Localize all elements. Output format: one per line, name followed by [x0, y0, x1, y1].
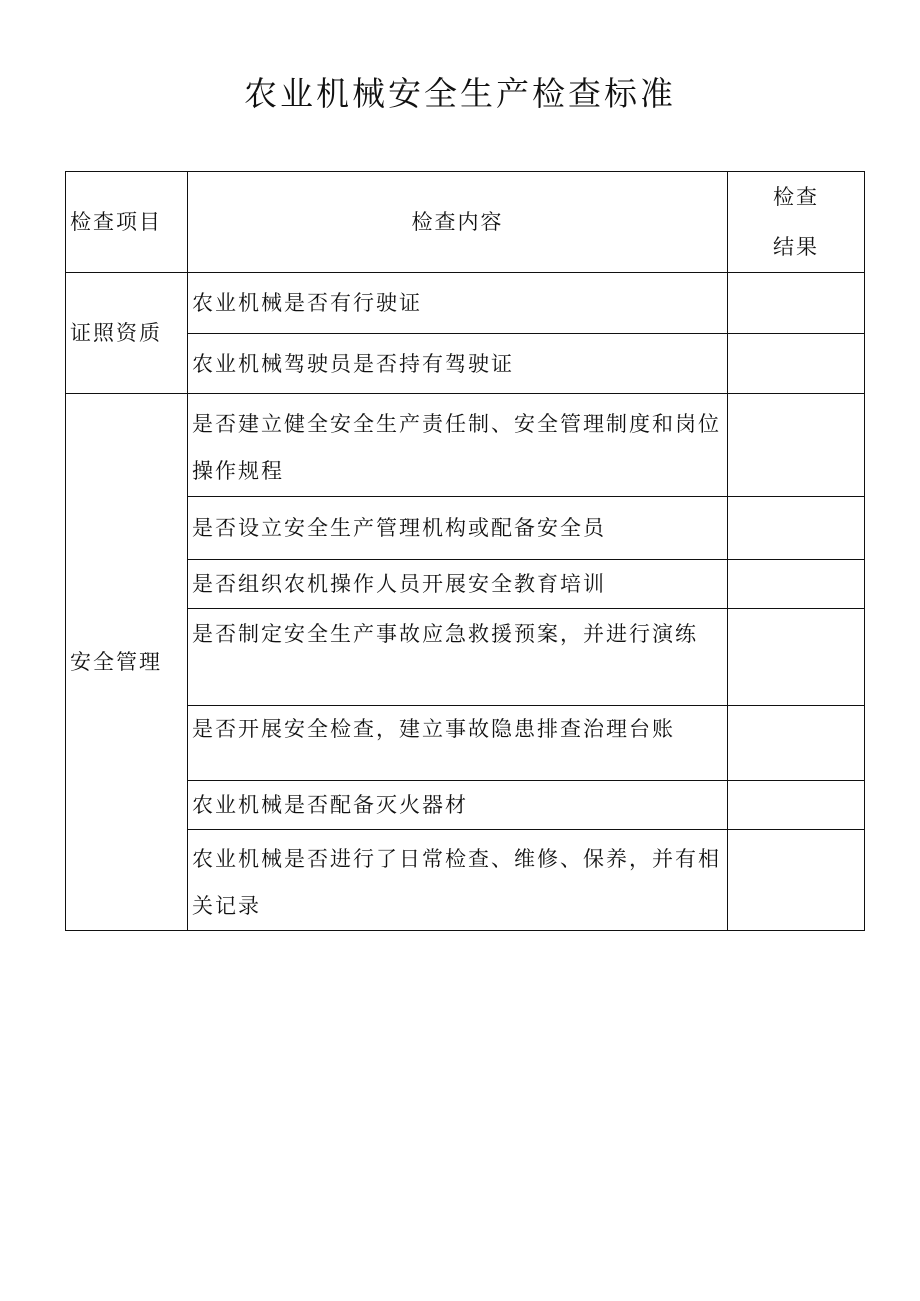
result-cell[interactable]: [728, 560, 865, 609]
row-content: 农业机械是否配备灭火器材: [188, 781, 728, 830]
table-row: [66, 394, 865, 497]
table-header-row: [66, 172, 865, 273]
result-cell[interactable]: [728, 706, 865, 781]
result-cell[interactable]: [728, 781, 865, 830]
row-content: 农业机械是否有行驶证: [188, 273, 728, 334]
row-content: 农业机械是否进行了日常检查、维修、保养，并有相关记录: [188, 830, 728, 931]
result-cell[interactable]: [728, 334, 865, 394]
result-cell[interactable]: [728, 609, 865, 706]
section-name-license: 证照资质: [66, 273, 188, 394]
header-result-line1: 检查: [773, 185, 819, 209]
row-content: 农业机械驾驶员是否持有驾驶证: [188, 334, 728, 394]
header-check-item: 检查项目: [66, 172, 188, 273]
row-content: 是否组织农机操作人员开展安全教育培训: [188, 560, 728, 609]
page-title: 农业机械安全生产检查标准: [244, 74, 676, 113]
result-cell[interactable]: [728, 497, 865, 560]
inspection-table: [65, 171, 865, 931]
header-check-result: [728, 172, 865, 273]
result-cell[interactable]: [728, 830, 865, 931]
result-cell[interactable]: [728, 273, 865, 334]
header-result-line2: 结果: [773, 235, 819, 259]
row-content: 是否制定安全生产事故应急救援预案，并进行演练: [188, 609, 728, 706]
table-row: [66, 273, 865, 334]
row-content: 是否设立安全生产管理机构或配备安全员: [188, 497, 728, 560]
section-name-safety: 安全管理: [66, 394, 188, 931]
row-content: 是否建立健全安全生产责任制、安全管理制度和岗位操作规程: [188, 394, 728, 497]
header-check-content: 检查内容: [188, 172, 728, 273]
result-cell[interactable]: [728, 394, 865, 497]
row-content: 是否开展安全检查，建立事故隐患排查治理台账: [188, 706, 728, 781]
